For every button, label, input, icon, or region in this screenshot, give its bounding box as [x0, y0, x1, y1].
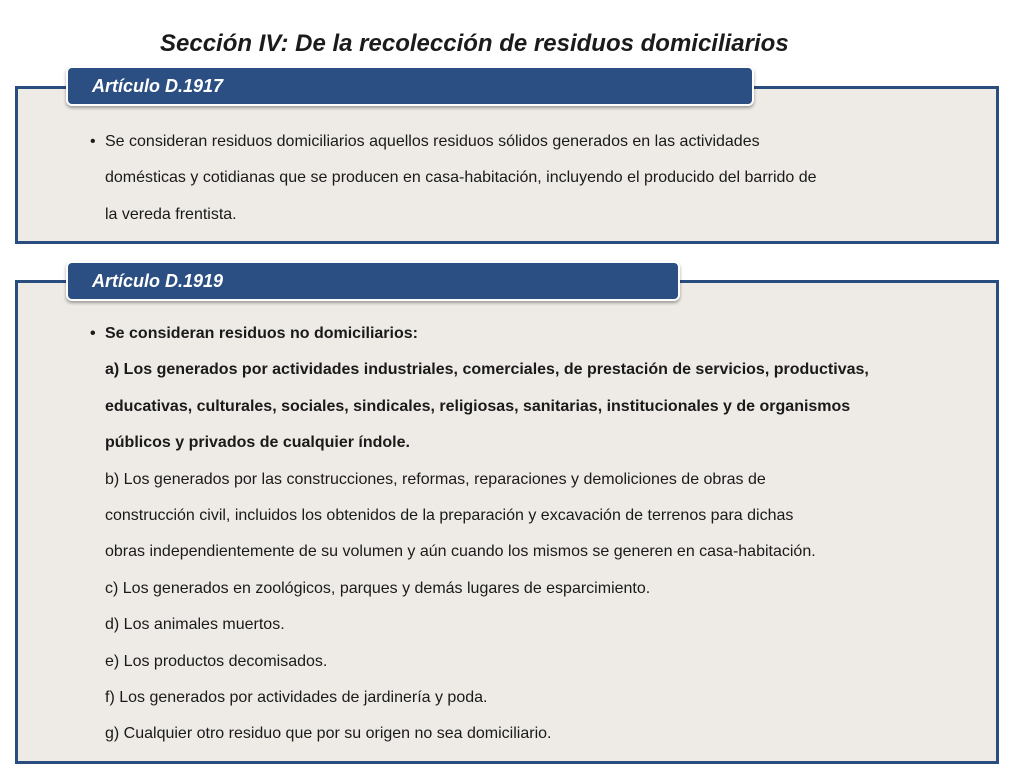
- bullet-icon: •: [90, 325, 96, 342]
- article-2-line-11: f) Los generados por actividades de jardinería y poda.: [105, 689, 488, 707]
- article-2-line-6: construcción civil, incluidos los obtenidos de la preparación y excavación de terrenos para dichas: [105, 507, 794, 525]
- article-2-text-1: Se consideran residuos no domiciliarios:: [105, 325, 418, 342]
- article-1-header: Artículo D.1917: [66, 66, 754, 106]
- article-2-line-9: d) Los animales muertos.: [105, 616, 285, 634]
- article-1-line-2: domésticas y cotidianas que se producen en casa-habitación, incluyendo el producido del barrido de: [105, 169, 817, 187]
- article-1-line-3: la vereda frentista.: [105, 205, 237, 223]
- article-1-text-1: Se consideran residuos domiciliarios aquellos residuos sólidos generados en las actividades: [105, 133, 760, 150]
- article-2-line-7: obras independientemente de su volumen y aún cuando los mismos se generen en casa-habitación.: [105, 543, 816, 561]
- article-2-line-12: g) Cualquier otro residuo que por su origen no sea domiciliario.: [105, 725, 552, 743]
- article-1-line-1: [90, 124, 930, 160]
- article-2-line-5: b) Los generados por las construcciones, reformas, reparaciones y demoliciones de obras de: [105, 470, 766, 488]
- bullet-icon: •: [90, 133, 96, 150]
- article-2-line-8: c) Los generados en zoológicos, parques y demás lugares de esparcimiento.: [105, 579, 651, 597]
- article-2-line-1: [90, 316, 930, 352]
- article-2-header: Artículo D.1919: [66, 261, 680, 301]
- page-title: Sección IV: De la recolección de residuos domiciliarios: [160, 30, 789, 57]
- article-2-line-10: e) Los productos decomisados.: [105, 652, 328, 670]
- article-2-line-4: públicos y privados de cualquier índole.: [105, 434, 410, 452]
- article-2-body: [90, 316, 930, 753]
- article-1-body: [90, 124, 930, 233]
- article-2-line-2: a) Los generados por actividades industriales, comerciales, de prestación de servicios, productivas,: [105, 361, 869, 379]
- article-2-line-3: educativas, culturales, sociales, sindicales, religiosas, sanitarias, institucionales y de organismos: [105, 397, 851, 415]
